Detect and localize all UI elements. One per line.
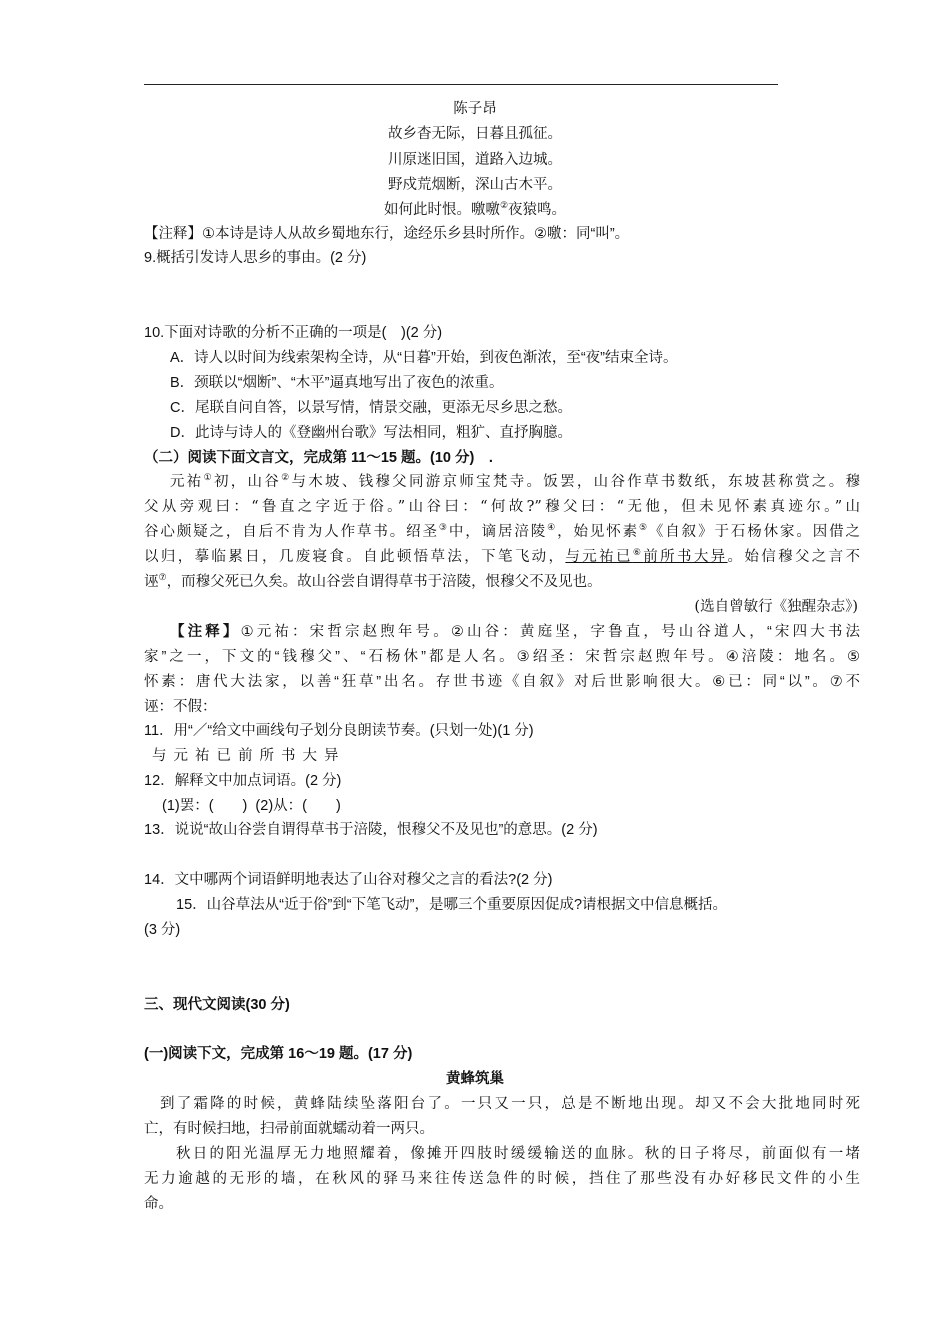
poem-line: 故乡杳无际，日暮且孤征。 <box>388 126 562 142</box>
footnote-marker: ② <box>499 201 509 212</box>
poem-note: 【注释】①本诗是诗人从故乡蜀地东行，途经乐乡县时所作。②噭：同“叫”。 <box>144 226 630 242</box>
article-line: 秋日的阳光温厚无力地照耀着，像摊开四肢时缓缓输送的血脉。秋的日子将尽，前面似有一堵 <box>176 1146 860 1162</box>
passage-source: (选自曾敏行《独醒杂志》) <box>694 599 858 615</box>
article-line: 无力逾越的无形的墙，在秋风的驿马来往传送急件的时候，挡住了那些没有办好移民文件的小生 <box>144 1171 860 1187</box>
question-15-points: (3 分) <box>144 922 181 938</box>
notes-line: 诬：不假： <box>144 699 217 715</box>
question-10-option-d: D．此诗与诗人的《登幽州台歌》写法相同，粗犷、直抒胸臆。 <box>170 425 572 441</box>
poem-author: 陈子昂 <box>453 101 497 117</box>
article-line: 命。 <box>144 1196 173 1212</box>
notes-line: 家”之一，下文的“钱穆父”、“石杨休”都是人名。③绍圣：宋哲宗赵煦年号。④涪陵：地名。⑤ <box>144 649 860 665</box>
section-3-heading: 三、现代文阅读(30 分) <box>144 997 290 1013</box>
question-9: 9.概括引发诗人思乡的事由。(2 分) <box>144 250 367 266</box>
top-divider <box>144 84 778 85</box>
notes-line: 怀素：唐代大法家，以善“狂草”出名。存世书迹《自叙》对后世影响很大。⑥已：同“以”。⑦不 <box>144 674 860 690</box>
passage-line: 诬⑦，而穆父死已久矣。故山谷尝自谓得草书于涪陵，恨穆父不及见也。 <box>144 573 602 590</box>
article-line: 到了霜降的时候，黄蜂陆续坠落阳台了。一只又一只，总是不断地出现。却又不会大批地同时死 <box>160 1096 860 1112</box>
notes-line: 【注释】①元祐：宋哲宗赵煦年号。②山谷：黄庭坚，字鲁直，号山谷道人，“宋四大书法 <box>170 624 861 640</box>
question-12-items: (1)罢：( ) (2)从：( ) <box>162 798 341 814</box>
poem-line: 如何此时恨。噭噭②夜猿鸣。 <box>383 201 567 218</box>
underlined-sentence: 与元祐已⑥前所书大异 <box>565 548 728 565</box>
poem-line: 川原迷旧国，道路入边城。 <box>388 152 562 168</box>
question-12: 12．解释文中加点词语。(2 分) <box>144 773 342 789</box>
article-title: 黄蜂筑巢 <box>446 1071 504 1087</box>
section-3-subheading: (一)阅读下文，完成第 16～19 题。(17 分) <box>144 1046 413 1062</box>
passage-line: 以归，摹临累日，几废寝食。自此顿悟草法，下笔飞动，与元祐已⑥前所书大异。始信穆父之言不 <box>144 548 861 565</box>
question-10-option-a: A．诗人以时间为线索架构全诗，从“日暮”开始，到夜色渐浓，至“夜”结束全诗。 <box>170 350 678 366</box>
question-11: 11．用“／“给文中画线句子划分良朗读节奏。(只划一处)(1 分) <box>144 723 534 739</box>
question-15: 15．山谷草法从“近于俗”到“下笔飞动”，是哪三个重要原因促成?请根据文中信息概括。 <box>176 897 728 913</box>
question-11-sentence: 与元祐已前所书大异 <box>152 748 346 764</box>
poem-line: 野戍荒烟断，深山古木平。 <box>388 177 562 193</box>
article-line: 亡，有时候扫地，扫帚前面就蠕动着一两只。 <box>144 1121 434 1137</box>
question-13: 13．说说“故山谷尝自谓得草书于涪陵，恨穆父不及见也”的意思。(2 分) <box>144 822 598 838</box>
question-10-stem: 10.下面对诗歌的分析不正确的一项是( )(2 分) <box>144 325 443 341</box>
section-2-heading: （二）阅读下面文言文，完成第 11～15 题。(10 分) . <box>144 450 493 466</box>
passage-line: 父从旁观曰：“鲁直之字近于俗。”山谷曰：“何故?”穆父曰：“无他，但未见怀素真迹尔。”山 <box>144 499 860 515</box>
question-14: 14．文中哪两个词语鲜明地表达了山谷对穆父之言的看法?(2 分) <box>144 872 553 888</box>
passage-line: 元祐①初，山谷②与木坡、钱穆父同游京师宝梵寺。饭罢，山谷作草书数纸，东坡甚称赏之。穆 <box>170 473 860 490</box>
passage-line: 谷心颇疑之，自后不肯为人作草书。绍圣③中，谪居涪陵④，始见怀素⑤《自叙》于石杨休家。因借之 <box>144 523 860 540</box>
question-10-option-c: C．尾联自问自答，以景写情，情景交融，更添无尽乡思之愁。 <box>170 400 572 416</box>
question-10-option-b: B．颈联以“烟断”、“木平”逼真地写出了夜色的浓重。 <box>170 375 504 391</box>
